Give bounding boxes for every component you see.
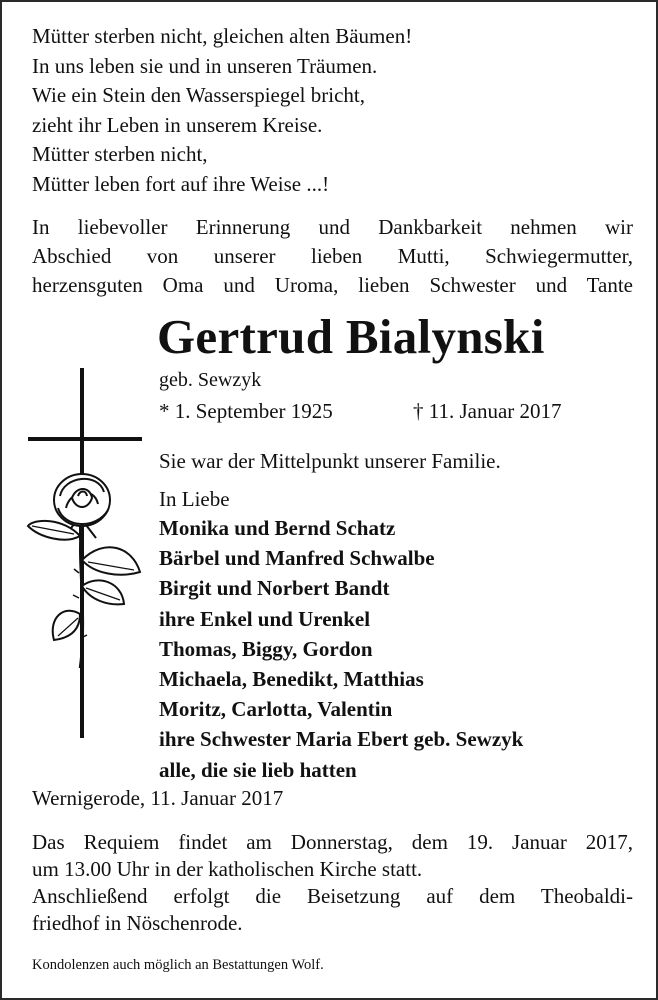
intro-line: herzensguten Oma und Uroma, lieben Schwester und Tante [32,273,633,297]
cross-with-rose-icon [24,368,154,748]
poem-line: zieht ihr Leben in unserem Kreise. [32,112,323,137]
deceased-name: Gertrud Bialynski [157,309,545,364]
poem-line: Mütter sterben nicht, [32,142,208,166]
intro-line: Abschied von unserer lieben Mutti, Schwiegermutter, [32,244,633,268]
requiem-line: friedhof in Nöschenrode. [32,911,243,935]
life-dates [159,397,562,425]
poem-line: Mütter sterben nicht, gleichen alten Bäumen! [32,24,413,48]
poem-line: In uns leben sie und in unseren Träumen. [32,53,378,78]
poem-line: Mütter leben fort auf ihre Weise ...! [32,171,330,196]
mourner: Birgit und Norbert Bandt [159,576,390,601]
intro-line: In liebevoller Erinnerung und Dankbarkeit nehmen wir [32,215,633,239]
mourner: alle, die sie lieb hatten [159,757,357,782]
requiem-line: Das Requiem findet am Donnerstag, dem 19. Januar 2017, [32,830,633,854]
intro-paragraph [32,213,633,300]
birth-name: geb. Sewzyk [159,369,262,391]
in-love-line: In Liebe [159,487,230,511]
mourner: Thomas, Biggy, Gordon [159,636,373,661]
condolence-note: Kondolenzen auch möglich an Bestattungen Wolf. [32,957,324,973]
mourners-list [159,513,523,785]
mourner: ihre Enkel und Urenkel [159,606,371,631]
place-and-date: Wernigerode, 11. Januar 2017 [32,786,284,810]
requiem-paragraph [32,829,633,937]
birth-date: * 1. September 1925 [159,399,333,423]
death-date: † 11. Januar 2017 [413,399,562,423]
mourner: ihre Schwester Maria Ebert geb. Sewzyk [159,727,524,752]
center-of-family-line: Sie war der Mittelpunkt unserer Familie. [159,449,501,473]
mourner: Michaela, Benedikt, Matthias [159,667,424,692]
poem [32,22,632,199]
mourner: Monika und Bernd Schatz [159,516,396,540]
mourner: Bärbel und Manfred Schwalbe [159,546,435,571]
requiem-line: Anschließend erfolgt die Beisetzung auf dem Theobaldi- [32,884,633,908]
poem-line: Wie ein Stein den Wasserspiegel bricht, [32,83,365,107]
mourner: Moritz, Carlotta, Valentin [159,697,393,722]
requiem-line: um 13.00 Uhr in der katholischen Kirche statt. [32,857,423,881]
